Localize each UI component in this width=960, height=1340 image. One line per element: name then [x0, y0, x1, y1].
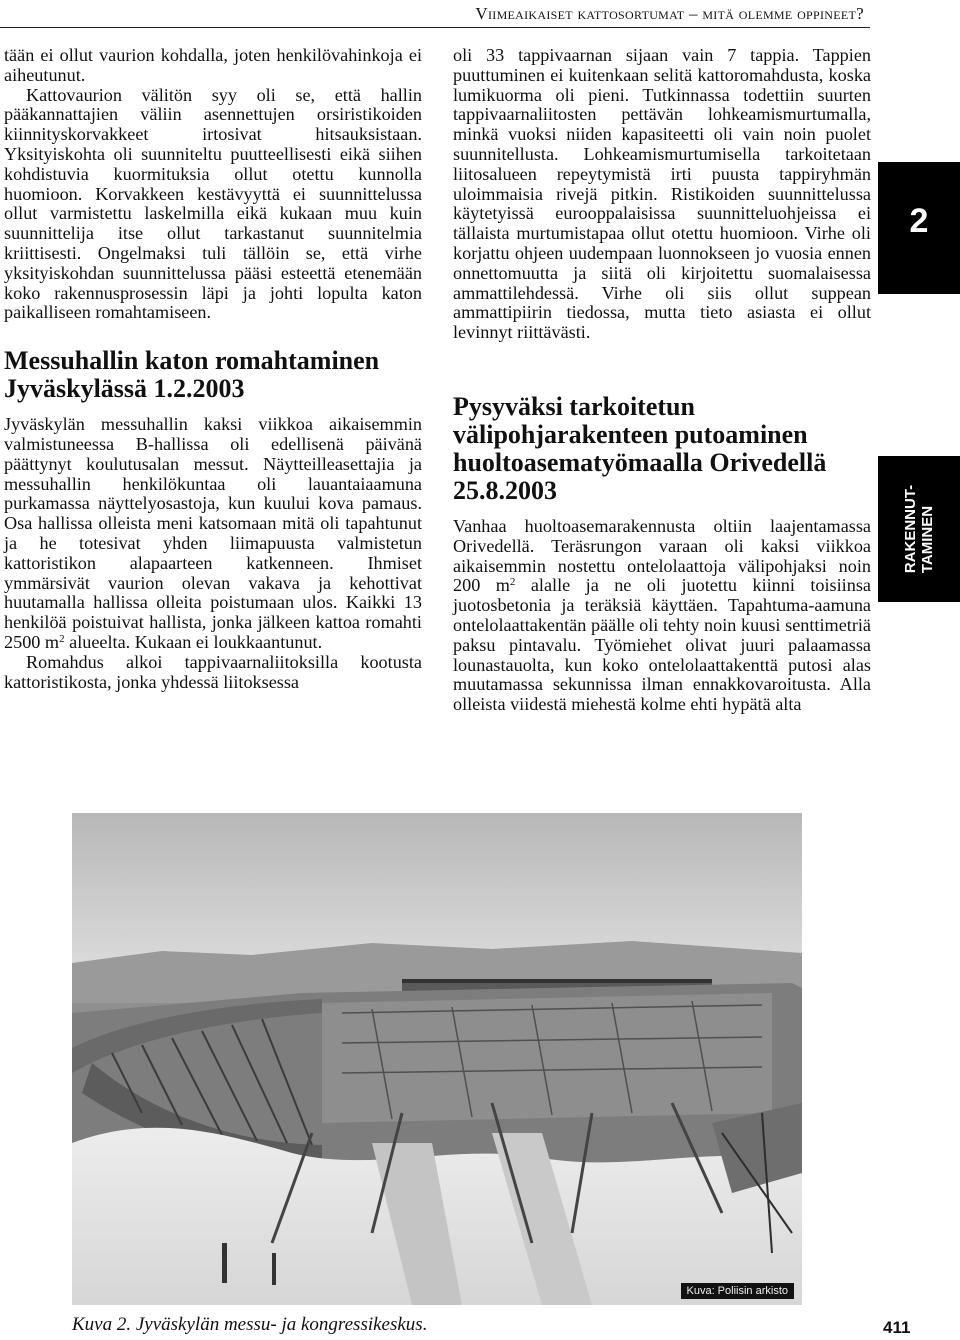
section-heading-orivesi: Pysyväksi tarkoitetun välipohjarakenteen putoaminen huoltoasematyömaalla Orivedellä 25.8.2003	[453, 391, 827, 505]
section-heading-jyvaskyla: Messuhallin katon romahtaminen Jyväskylässä 1.2.2003	[4, 346, 380, 404]
page-number: 411	[883, 1318, 911, 1337]
header-rule	[0, 27, 870, 28]
collapsed-roof-photo	[72, 813, 802, 1305]
category-label-line: RAKENNUT-	[902, 484, 919, 574]
paragraph-text: alalle ja ne oli juotettu kiinni toisiinsa juotosbetonia ja teräksiä käyttäen. Tapahtuma-aamuna ontelolaattakentän päälle oli tehty noin kuusi senttimetriä paksu pintavalu. Työmiehet olivat juuri palaamassa lounastauolta, kun koko ontelolaattakenttä putosi alas muutamassa sekunnissa ilman ennakkovaroitusta. Alla olleista viidestä miehestä kolme ehti hypätä alta	[453, 575, 871, 715]
chapter-number: 2	[909, 202, 929, 240]
photo-illustration	[72, 813, 802, 1305]
paragraph-text: Vanhaa huoltoasemarakennusta oltiin laajentamassa Orivedellä. Teräsrungon varaan oli kaksi viikkoa aikaisemmin nostettu ontelolaattoja välipohjaksi noin 200 m	[453, 515, 871, 596]
paragraph-text: alueelta. Kukaan ei loukkaantunut.	[64, 631, 323, 652]
figure-caption: Kuva 2. Jyväskylän messu- ja kongressikeskus.	[72, 1314, 428, 1335]
chapter-tab	[878, 162, 960, 294]
photo-credit: Kuva: Poliisin arkisto	[681, 1283, 795, 1299]
paragraph-orivesi-event	[453, 517, 871, 715]
paragraph-text: Jyväskylän messuhallin kaksi viikkoa aikaisemmin valmistuneessa B-hallissa oli edellisenä päivänä päättynyt koulutusalan messut. Näytteilleasettajia ja messuhallin henkilökuntaa oli lauantaiaamuna purkamassa näyttelyosastoja, kun kuului kova pamaus. Osa hallissa olleista meni katsomaan mitä oli tapahtunut ja he totesivat yhden liimapuusta valmistetun kattoristikon alapaarteen katkenneen. Ihmiset ymmärsivät vaurion olevan vakava ja kehottivat huutamalla hallissa olleita poistumaan ulos. Kaikki 13 henkilöä poistuivat hallista, jonka jälkeen kattoa romahti 2500 m	[4, 414, 422, 652]
paragraph-investigation: oli 33 tappivaarnan sijaan vain 7 tappia. Tappien puuttuminen ei kuitenkaan selitä kattoromahdusta, koska lumikuorma oli pieni. Tutkinnassa todettiin suurten tappivaarnaliitosten pettävän lohkeamismurtumalla, minkä vuoksi niiden kapasiteetti oli vain noin puolet suunnitellusta. Lohkeamismurtumisella tarkoitetaan liitosalueen repeytymistä irti puusta tappiryhmän uloimmaisia rivejä pitkin. Ristikoiden suunnittelussa käytetyissä eurooppalaisissa suunnitteluohjeissa ei tällaista murtumistapaa ollut otettu huomioon. Virhe oli korjattu ohjeen uudempaan luonnokseen jo vuosia ennen onnettomuutta ja siitä oli kirjoitettu suomalaisessa ammattilehdessä. Virhe oli siis ollut suppean ammattipiirin tiedossa, mutta tieto asiasta ei ollut levinnyt riittävästi.	[453, 45, 871, 343]
superscript: 2	[509, 576, 516, 589]
right-column	[453, 46, 871, 715]
left-column	[4, 46, 422, 692]
category-label	[902, 485, 936, 573]
paragraph-continued: tään ei ollut vaurion kohdalla, joten henkilövahinkoja ei aiheutunut.	[4, 45, 422, 85]
paragraph-collapse-start: Romahdus alkoi tappivaarnaliitoksilla kootusta kattoristikosta, jonka yhdessä liitoksessa	[4, 651, 422, 692]
running-head: Viimeaikaiset kattosortumat – mitä olemme oppineet?	[475, 4, 864, 23]
paragraph-jyvaskyla-event	[4, 415, 422, 653]
paragraph-cause: Kattovaurion välitön syy oli se, että hallin pääkannattajien väliin asennettujen orsiristikoiden kiinnityskorvakkeet irtosivat hitsauksistaan. Yksityiskohta oli suunniteltu puutteellisesti eikä siihen kohdistuvia kuormituksia ollut otettu kunnolla huomioon. Korvakkeen kestävyyttä ei suunnittelussa ollut varmistettu laskelmilla eikä kukaan muu kuin suunnittelija itse ollut tarkastanut suunnitelmia kriittisesti. Ongelmaksi tuli tällöin se, että virhe yksityiskohdan suunnittelussa pääsi esteettä etenemään koko rakennusprosessin läpi ja johti lopulta katon paikalliseen romahtamiseen.	[4, 84, 422, 323]
category-label-line: TAMINEN	[919, 505, 936, 574]
category-tab	[878, 456, 960, 602]
superscript: 2	[59, 632, 65, 645]
